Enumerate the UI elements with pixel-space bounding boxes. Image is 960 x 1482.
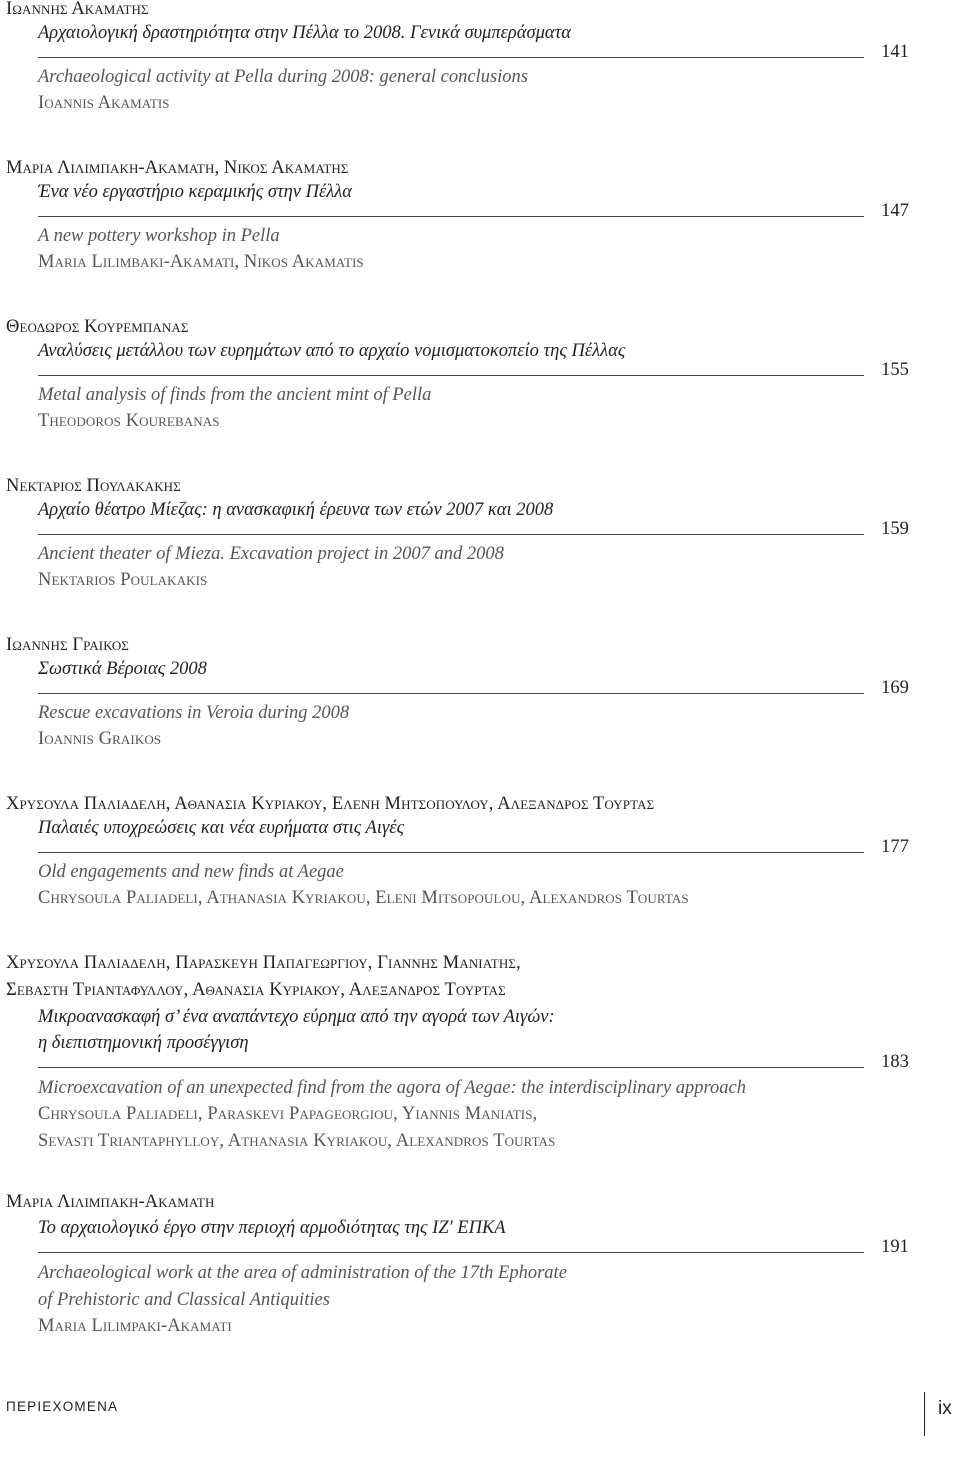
author-english: Chrysoula Paliadeli, Paraskevi Papageorgiou, Yiannis Maniatis, (38, 1104, 538, 1124)
author-greek: Νεκταριοσ Πουλακακησ (6, 476, 181, 496)
title-english: Metal analysis of finds from the ancient mint of Pella (38, 385, 432, 405)
title-greek: Το αρχαιολογικό έργο στην περιοχή αρμοδιότητας της ΙΖ′ ΕΠΚΑ (38, 1218, 506, 1238)
author-english: Theodoros Kourebanas (38, 411, 220, 431)
title-rule (38, 375, 864, 376)
page-number: 191 (881, 1237, 909, 1257)
title-greek: Αρχαίο θέατρο Μίεζας: η ανασκαφική έρευνα των ετών 2007 και 2008 (38, 500, 554, 520)
title-rule (38, 216, 864, 217)
title-english: Old engagements and new finds at Aegae (38, 862, 344, 882)
author-english: Maria Lilimpaki-Akamati (38, 1316, 232, 1336)
page-number: 141 (881, 42, 909, 62)
title-rule (38, 57, 864, 58)
section-label: ΠΕΡΙΕΧΟΜΕΝΑ (6, 1399, 119, 1414)
author-english: Sevasti Triantaphylloy, Athanasia Kyriakou, Alexandros Tourtas (38, 1131, 556, 1151)
author-english: Nektarios Poulakakis (38, 570, 208, 590)
title-english: Archaeological work at the area of administration of the 17th Ephorate (38, 1263, 567, 1283)
title-rule (38, 534, 864, 535)
author-greek: Μαρια Λιλιμπακη-Ακαματη (6, 1192, 215, 1212)
footer-page-number: ix (938, 1398, 952, 1419)
page-number: 183 (881, 1052, 909, 1072)
title-greek: Παλαιές υποχρεώσεις και νέα ευρήματα στις Αιγές (38, 818, 405, 838)
title-english: Ancient theater of Mieza. Excavation project in 2007 and 2008 (38, 544, 504, 564)
title-greek: Αναλύσεις μετάλλου των ευρημάτων από το αρχαίο νομισματοκοπείο της Πέλλας (38, 341, 626, 361)
page-number: 177 (881, 837, 909, 857)
title-greek: η διεπιστημονική προσέγγιση (38, 1033, 249, 1053)
title-english: of Prehistoric and Classical Antiquities (38, 1290, 330, 1310)
title-greek: Αρχαιολογική δραστηριότητα στην Πέλλα το 2008. Γενικά συμπεράσματα (38, 23, 571, 43)
page-number: 155 (881, 360, 909, 380)
title-rule (38, 852, 864, 853)
title-rule (38, 1252, 864, 1253)
title-greek: Μικροανασκαφή σ’ ένα αναπάντεχο εύρημα από την αγορά των Αιγών: (38, 1007, 555, 1027)
title-english: Rescue excavations in Veroia during 2008 (38, 703, 350, 723)
footer-divider (924, 1392, 925, 1436)
page-number: 159 (881, 519, 909, 539)
title-rule (38, 1067, 864, 1068)
author-english: Maria Lilimbaki-Akamati, Nikos Akamatis (38, 252, 364, 272)
author-greek: Ιωαννησ Γραικοσ (6, 635, 129, 655)
title-greek: Σωστικά Βέροιας 2008 (38, 659, 207, 679)
author-greek: Θεοδωροσ Κουρεμπανασ (6, 317, 189, 337)
author-greek: Σεβαστη Τριανταφυλλου, Αθανασια Κυριακου, Αλεξανδροσ Τουρτασ (6, 980, 506, 1000)
author-english: Ioannis Akamatis (38, 93, 170, 113)
page-number: 169 (881, 678, 909, 698)
author-english: Ioannis Graikos (38, 729, 162, 749)
title-greek: Ένα νέο εργαστήριο κεραμικής στην Πέλλα (38, 182, 352, 202)
author-greek: Ιωαννησ Ακαματησ (6, 0, 149, 19)
author-english: Chrysoula Paliadeli, Athanasia Kyriakou, Eleni Mitsopoulou, Alexandros Tourtas (38, 888, 689, 908)
author-greek: Χρυσουλα Παλιαδελη, Αθανασια Κυριακου, Ελενη Μητσοπουλου, Αλεξανδροσ Τουρτασ (6, 794, 655, 814)
title-english: Archaeological activity at Pella during 2008: general conclusions (38, 67, 528, 87)
author-greek: Μαρια Λιλιμπακη-Ακαματη, Νικοσ Ακαματησ (6, 158, 349, 178)
title-rule (38, 693, 864, 694)
page-number: 147 (881, 201, 909, 221)
title-english: Microexcavation of an unexpected find from the agora of Aegae: the interdisciplinary approach (38, 1078, 746, 1098)
author-greek: Χρυσουλα Παλιαδελη, Παρασκευη Παπαγεωργιου, Γιαννησ Μανιατησ, (6, 953, 521, 973)
title-english: A new pottery workshop in Pella (38, 226, 280, 246)
